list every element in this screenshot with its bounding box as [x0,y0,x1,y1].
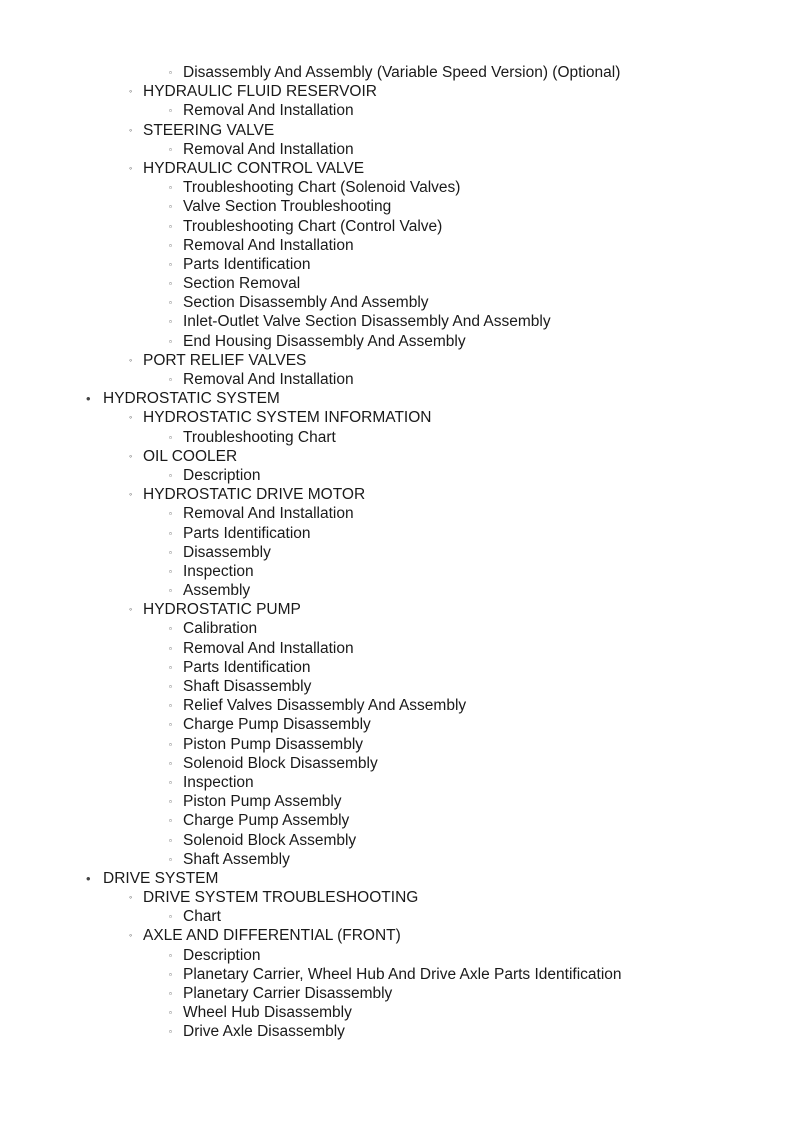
toc-item-level-1 [0,869,794,888]
toc-item-label: HYDRAULIC FLUID RESERVOIR [143,83,377,101]
bullet-square-icon: ▫ [169,259,172,269]
toc-item-level-3 [0,984,794,1003]
bullet-circle-icon: ◦ [129,162,133,173]
toc-item-label: Parts Identification [183,255,311,273]
bullet-square-icon: ▫ [169,720,172,730]
toc-item-label: Charge Pump Disassembly [183,716,371,734]
toc-item-label: Removal And Installation [183,371,354,388]
toc-item-label: Section Disassembly And Assembly [183,294,429,312]
bullet-square-icon: ▫ [169,950,172,960]
bullet-circle-icon: ◦ [129,930,133,941]
toc-item-label: Piston Pump Disassembly [183,735,364,753]
toc-item-label: Disassembly [183,543,271,561]
toc-item-label: Description [183,946,261,964]
toc-item-level-3 [0,619,794,638]
toc-item-level-3 [0,332,794,351]
bullet-square-icon: ▫ [169,835,172,845]
toc-item-label: PORT RELIEF VALVES [143,351,307,369]
bullet-dot-icon: • [86,391,91,407]
toc-item-level-3 [0,428,794,447]
bullet-square-icon: ▫ [169,432,172,442]
bullet-square-icon: ▫ [169,106,172,116]
toc-item-level-3 [0,293,794,312]
bullet-square-icon: ▫ [169,758,172,768]
toc-item-level-3 [0,370,794,389]
toc-item-level-3 [0,197,794,216]
bullet-square-icon: ▫ [169,739,172,749]
toc-item-label: HYDROSTATIC SYSTEM INFORMATION [143,409,432,427]
toc-item-level-3 [0,792,794,811]
toc-item-level-3 [0,639,794,658]
toc-item-label: HYDROSTATIC SYSTEM [103,390,280,408]
toc-item-level-2 [0,600,794,619]
bullet-square-icon: ▫ [169,662,172,672]
toc-item-level-3 [0,178,794,197]
toc-item-label: Removal And Installation [183,236,354,254]
toc-item-label: Removal And Installation [183,102,354,120]
toc-item-label: Removal And Installation [183,639,354,657]
toc-item-level-2 [0,351,794,370]
bullet-square-icon: ▫ [169,470,172,480]
toc-item-label: DRIVE SYSTEM TROUBLESHOOTING [143,889,419,907]
toc-item-level-3 [0,562,794,581]
bullet-dot-icon: • [86,870,91,886]
toc-item-level-2 [0,485,794,504]
toc-item-level-3 [0,312,794,331]
bullet-circle-icon: ◦ [129,604,133,615]
toc-item-label: Planetary Carrier, Wheel Hub And Drive Axle Parts Identification [183,965,622,983]
toc-item-level-3 [0,255,794,274]
toc-item-label: Section Removal [183,275,301,293]
toc-item-level-3 [0,715,794,734]
toc-item-level-2 [0,888,794,907]
toc-item-label: Inspection [183,773,254,791]
toc-item-label: Charge Pump Assembly [183,812,350,830]
toc-item-label: Calibration [183,620,258,638]
toc-item-level-2 [0,121,794,140]
toc-item-level-3 [0,735,794,754]
toc-item-label: Description [183,466,261,484]
bullet-square-icon: ▫ [169,509,172,519]
bullet-square-icon: ▫ [169,643,172,653]
bullet-square-icon: ▫ [169,279,172,289]
toc-item-label: Piston Pump Assembly [183,793,342,811]
toc-item-label: Parts Identification [183,524,311,542]
toc-item-level-3 [0,965,794,984]
toc-item-level-3 [0,850,794,869]
bullet-square-icon: ▫ [169,336,172,346]
bullet-square-icon: ▫ [169,528,172,538]
bullet-square-icon: ▫ [169,586,172,596]
bullet-square-icon: ▫ [169,202,172,212]
bullet-circle-icon: ◦ [129,86,133,97]
toc-item-label: Inspection [183,562,254,580]
toc-item-level-3 [0,524,794,543]
toc-item-level-3 [0,1003,794,1022]
toc-item-label: Removal And Installation [183,140,354,158]
toc-item-label: HYDROSTATIC DRIVE MOTOR [143,486,366,504]
bullet-square-icon: ▫ [169,547,172,557]
toc-item-level-2 [0,82,794,101]
toc-item-label: Inlet-Outlet Valve Section Disassembly And Assembly [183,313,551,331]
toc-item-level-3 [0,811,794,830]
bullet-square-icon: ▫ [169,375,172,384]
bullet-square-icon: ▫ [169,221,172,231]
toc-item-level-2 [0,447,794,466]
toc-item-label: Valve Section Troubleshooting [183,198,392,216]
toc-item-label: DRIVE SYSTEM [103,869,219,887]
toc-item-level-2 [0,926,794,945]
bullet-square-icon: ▫ [169,68,172,77]
toc-item-label: Troubleshooting Chart (Solenoid Valves) [183,179,461,197]
toc-item-label: Assembly [183,582,251,600]
toc-item-level-3 [0,236,794,255]
toc-item-label: Troubleshooting Chart [183,428,336,446]
bullet-square-icon: ▫ [169,701,172,711]
bullet-square-icon: ▫ [169,1008,172,1018]
toc-item-level-3 [0,581,794,600]
toc-item-level-3 [0,946,794,965]
toc-item-level-3 [0,907,794,926]
bullet-circle-icon: ◦ [129,892,133,903]
bullet-square-icon: ▫ [169,682,172,691]
toc-item-label: Solenoid Block Disassembly [183,754,378,772]
toc-item-label: AXLE AND DIFFERENTIAL (FRONT) [143,927,401,945]
toc-item-label: HYDROSTATIC PUMP [143,601,301,619]
toc-item-level-3 [0,101,794,120]
toc-item-label: Relief Valves Disassembly And Assembly [183,697,467,715]
toc-item-level-2 [0,159,794,178]
toc-item-label: End Housing Disassembly And Assembly [183,332,466,350]
bullet-square-icon: ▫ [169,183,172,193]
bullet-square-icon: ▫ [169,144,172,154]
toc-item-level-3 [0,274,794,293]
bullet-square-icon: ▫ [169,969,172,979]
bullet-square-icon: ▫ [169,566,172,576]
toc-item-label: Troubleshooting Chart (Control Valve) [183,217,443,235]
bullet-square-icon: ▫ [169,797,172,807]
toc-item-label: OIL COOLER [143,447,238,465]
bullet-circle-icon: ◦ [129,124,133,135]
toc-item-label: Shaft Assembly [183,850,290,868]
toc-item-label: STEERING VALVE [143,121,275,139]
toc-item-label: Parts Identification [183,658,311,676]
toc-item-label: Wheel Hub Disassembly [183,1004,352,1022]
toc-item-level-3 [0,696,794,715]
toc-item-level-3 [0,677,794,696]
bullet-circle-icon: ◦ [129,354,133,365]
toc-item-level-3 [0,504,794,523]
bullet-square-icon: ▫ [169,624,172,634]
toc-item-label: Chart [183,908,221,926]
toc-item-label: Drive Axle Disassembly [183,1023,345,1041]
toc-item-label: Disassembly And Assembly (Variable Speed Version) (Optional) [183,64,621,81]
toc-item-level-3 [0,754,794,773]
toc-item-label: Shaft Disassembly [183,678,312,695]
toc-item-level-3 [0,1022,794,1041]
bullet-square-icon: ▫ [169,989,172,998]
toc-item-level-3 [0,543,794,562]
toc-item-label: Solenoid Block Assembly [183,831,357,849]
bullet-square-icon: ▫ [169,777,172,787]
toc-item-level-3 [0,658,794,677]
toc-item-level-3 [0,63,794,82]
toc-item-level-1 [0,389,794,408]
toc-item-level-3 [0,140,794,159]
bullet-square-icon: ▫ [169,298,172,308]
bullet-square-icon: ▫ [169,854,172,864]
toc-item-label: Removal And Installation [183,505,354,523]
toc-item-level-3 [0,466,794,485]
bullet-square-icon: ▫ [169,317,172,327]
bullet-square-icon: ▫ [169,816,172,826]
bullet-circle-icon: ◦ [129,412,133,423]
toc-item-level-3 [0,831,794,850]
bullet-square-icon: ▫ [169,912,172,922]
toc-item-level-3 [0,773,794,792]
toc-item-label: Planetary Carrier Disassembly [183,985,393,1002]
toc-item-level-2 [0,408,794,427]
toc-item-label: HYDRAULIC CONTROL VALVE [143,159,365,177]
table-of-contents [0,63,794,1042]
toc-item-level-3 [0,217,794,236]
bullet-circle-icon: ◦ [129,489,133,500]
bullet-square-icon: ▫ [169,240,172,250]
bullet-circle-icon: ◦ [129,450,133,461]
bullet-square-icon: ▫ [169,1027,172,1037]
